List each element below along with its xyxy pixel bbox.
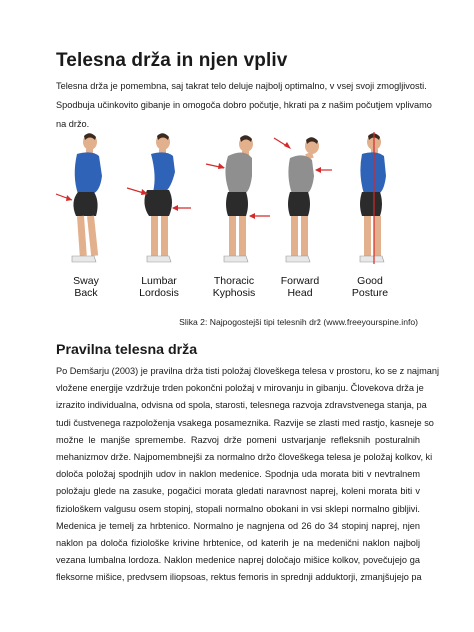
body-line: fleksorne mišice, predvsem iliopsoas, rektus femoris in sprednji adduktorji, zmanjšujejo pa	[56, 572, 422, 583]
intro-paragraph	[56, 77, 432, 134]
figure-thoracic-kyphosis	[206, 135, 270, 262]
figure-good-posture	[360, 132, 386, 264]
body-line: izrazito individualna, odvisna od spola, starosti, telesnega razvoja zdravstvenega stanja, pa	[56, 400, 427, 411]
label-forward-head-2: Head	[287, 287, 313, 299]
body-line: tudi čustvenega razpoloženja vsakega posameznika. Razvije se zlasti med rastjo, kasneje so	[56, 417, 434, 428]
label-sway-back-1: Sway	[73, 275, 99, 287]
label-forward-head-1: Forward	[280, 275, 320, 287]
body-line: naklon pa določa fiziološke krivine hrbtenice, od katerih je na medenični naklon najbolj	[56, 538, 420, 549]
intro-line: Telesna drža je pomembna, saj takrat telo deluje najbolj optimalno, v vsej svoji zmogljivosti.	[56, 81, 427, 91]
label-thoracic-kyphosis-1: Thoracic	[213, 275, 255, 287]
label-lumbar-lordosis-1: Lumbar	[141, 275, 177, 287]
label-thoracic-kyphosis-2: Kyphosis	[212, 287, 256, 299]
body-line: fiziološkem valgusu osem stopinj, stopali normalno obokani in vsi sklepi normalno gibljivi.	[56, 503, 420, 514]
label-good-posture-2: Posture	[351, 287, 389, 299]
figure-caption: Slika 2: Najpogostejši tipi telesnih drž (www.freeyourspine.info)	[179, 317, 418, 327]
body-paragraph	[56, 363, 439, 587]
posture-types-figure	[56, 132, 420, 308]
body-line: vložene energije vzdržuje trden pokončni položaj v mirovanju in gibanju. Človekova drža je	[56, 383, 424, 394]
intro-line: Spodbuja učinkovito gibanje in omogoča dobro počutje, hkrati pa z našim počutjem vplivamo	[56, 100, 432, 110]
body-line: določa položaj spodnjih udov in naklon medenice. Spodnja uda morata biti v nevtralnem	[56, 469, 420, 480]
body-line: vezana lumbalna lordoza. Naklon medenice naprej določajo mišice kolkov, povečujejo ga	[56, 555, 420, 566]
section-title: Pravilna telesna drža	[56, 342, 198, 358]
label-sway-back-2: Back	[74, 287, 98, 299]
body-line: položaju glede na zasuke, pogačici morata gledati naravnost naprej, koleni morata biti v	[56, 486, 420, 497]
body-line: Po Demšarju (2003) je pravilna drža tisti položaj človeškega telesa v prostoru, ko se z najmanj	[56, 366, 439, 376]
body-line: možne le manjše spremembe. Razvoj drže pomeni ustvarjanje refleksnih posturalnih	[56, 434, 420, 445]
body-line: mehanizmov drže. Najpomembnejši za normalno držo človeškega telesa je položaj kolkov, ki	[56, 452, 433, 463]
body-line: Medenica je temelj za hrbtenico. Normalno je nagnjena od 26 do 34 stopinj naprej, njen	[56, 520, 420, 531]
figure-labels	[73, 275, 388, 299]
figure-sway-back	[56, 133, 102, 262]
document-title: Telesna drža in njen vpliv	[56, 50, 288, 71]
intro-line: na držo.	[56, 119, 90, 129]
figure-lumbar-lordosis	[127, 133, 191, 262]
figure-forward-head	[274, 137, 332, 262]
label-lumbar-lordosis-2: Lordosis	[139, 287, 179, 299]
label-good-posture-1: Good	[357, 275, 383, 287]
